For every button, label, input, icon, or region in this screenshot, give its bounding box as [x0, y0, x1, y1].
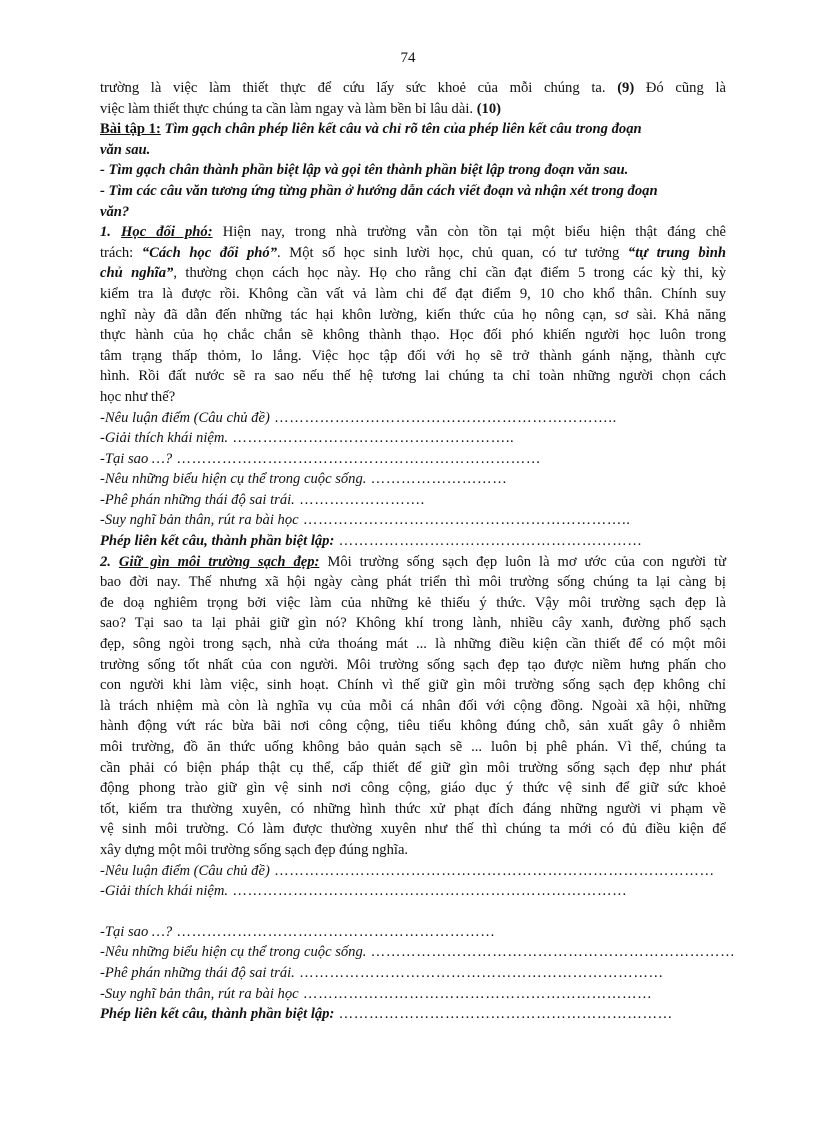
- section1-line-9: học như thế?: [100, 388, 176, 405]
- section2-line-13: tốt, kiểm tra thường xuyên, có những hình thức xử phạt đích đáng những người vi phạm về: [100, 800, 726, 817]
- prompt-line: -Suy nghĩ bản thân, rút ra bài học ……………………………………………………………: [100, 985, 653, 1002]
- fill-in-blank: ………………………………………………………: [172, 923, 496, 940]
- section2-line-9: hành động vứt rác bừa bãi nơi công cộng, tiêu tiểu không đúng chỗ, sản xuất gây ô nhiễm: [100, 718, 726, 735]
- exercise-task-3-cont: văn?: [100, 203, 130, 220]
- exercise-task-1: Bài tập 1: Tìm gạch chân phép liên kết câu và chỉ rõ tên của phép liên kết câu trong đoạn: [100, 121, 642, 138]
- section2-line-5: đẹp, sông ngòi trong sạch, nhà cửa thoáng mát ... là những điều kiện cần thiết để có một môi: [100, 636, 726, 653]
- section2-line-3: đe doạ nghiêm trọng bởi việc làm của những kẻ thiếu ý thức. Vậy môi trường sạch đẹp là: [100, 594, 726, 611]
- intro-line-2: việc làm thiết thực chúng ta cần làm ngay và làm bền bỉ lâu dài. (10): [100, 100, 502, 117]
- fill-in-blank: …………………………………………………………..: [269, 409, 617, 426]
- prompt-line: -Nêu những biểu hiện cụ thể trong cuộc sống. ………………………………………………………………: [100, 944, 736, 961]
- link-prompt-line: Phép liên kết câu, thành phần biệt lập: …………………………………………………………: [100, 1006, 673, 1023]
- section2-line-8: là trách nhiệm mà còn là nghĩa vụ của mỗi cá nhân đối với cộng đồng. Ngoài xã hội, những: [100, 697, 726, 714]
- sentence-number: (9): [617, 80, 635, 96]
- section1-number: 1.: [100, 224, 122, 241]
- section1-line-2: trách: “Cách học đối phó”. Một số học sinh lười học, chủ quan, có tư tưởng “tự trung bình: [100, 244, 726, 261]
- section2-line-14: vệ sinh môi trường. Có làm được thường xuyên như thế thì chúng ta mới có đủ điều kiện để: [100, 821, 726, 838]
- fill-in-blank: ………………………………………………..: [228, 430, 515, 447]
- exercise-label: Bài tập 1:: [100, 121, 161, 138]
- fill-in-blank: ……………………………………………………………………………: [269, 862, 715, 879]
- section2-line-15: xây dựng một môi trường sống sạch đẹp đúng nghĩa.: [100, 841, 409, 858]
- intro-line-1: trường là việc làm thiết thực để cứu lấy sức khoẻ của mỗi chúng ta. (9) Đó cũng là: [100, 80, 726, 96]
- sentence-number: (10): [476, 100, 502, 117]
- section2-line-6: trường sống tốt nhất của con người. Môi trường sống sạch đẹp tạo được niềm hưng phấn cho: [100, 656, 726, 673]
- section2-line-4: sao? Tại sao ta lại phải giữ gìn nó? Không khí trong lành, nhiều cây xanh, đường phố sạch: [100, 615, 726, 632]
- section2-title: Giữ gìn môi trường sạch đẹp:: [118, 553, 320, 570]
- section1-line-6: thực hành của họ chắc chắn sẽ không thành thạo. Học đối phó khiến người học luôn trong: [100, 327, 726, 344]
- prompt-line: -Phê phán những thái độ sai trái. …………………….: [100, 491, 425, 508]
- section2-line-12: động phong trào giữ gìn vệ sinh nơi công cộng, giáo dục ý thức vệ sinh để giữ sức khoẻ: [100, 780, 726, 797]
- fill-in-blank: ………………………………………………………..: [298, 512, 631, 529]
- section1-line-4: kiểm tra là được rồi. Không cần vất vả làm chi để đạt điểm 9, 10 cho khổ thân. Chính suy: [100, 285, 726, 302]
- link-prompt-line: Phép liên kết câu, thành phần biệt lập: ……………………………………………………: [100, 533, 643, 550]
- fill-in-blank: ……………………………………………………………: [298, 985, 653, 1002]
- fill-in-blank: ………………………: [366, 471, 508, 488]
- prompt-line: -Tại sao …? ………………………………………………………: [100, 923, 496, 940]
- prompt-line: -Nêu luận điểm (Câu chủ đề) …………………………………………………………..: [100, 409, 617, 426]
- fill-in-blank: ……………………………………………………………………: [228, 883, 628, 900]
- prompt-line: -Giải thích khái niệm. ………………………………………………..: [100, 430, 515, 447]
- section2-line-1: 2. Giữ gìn môi trường sạch đẹp: Môi trường sống sạch đẹp luôn là mơ ước của con người từ: [100, 553, 726, 570]
- section2-line-7: con người khi làm việc, sinh hoạt. Chính vì thế giữ gìn môi trường sống sạch đẹp không chỉ: [100, 677, 726, 694]
- section1-title: Học đối phó:: [121, 224, 213, 241]
- prompt-line: -Giải thích khái niệm. ……………………………………………………………………: [100, 883, 628, 900]
- exercise-task-1-cont: văn sau.: [100, 141, 151, 158]
- page-number: 74: [400, 50, 416, 66]
- prompt-line: -Nêu luận điểm (Câu chủ đề) ……………………………………………………………………………: [100, 862, 715, 879]
- fill-in-blank: …………………………………………………………: [334, 1006, 673, 1023]
- section2-line-2: bao đời nay. Thế nhưng xã hội ngày càng phát triển thì môi trường sống chúng ta lại càng bị: [100, 574, 726, 591]
- section2-number: 2.: [100, 553, 119, 570]
- fill-in-blank: ……………………………………………………: [334, 533, 643, 550]
- fill-in-blank: ………………………………………………………………: [366, 944, 736, 961]
- section1-line-8: hình. Rồi đất nước sẽ ra sao nếu thế hệ tương lai chúng ta chỉ toàn những người chọn cách: [100, 368, 726, 385]
- prompt-line: -Nêu những biểu hiện cụ thể trong cuộc sống. ………………………: [100, 471, 508, 488]
- exercise-task-2: - Tìm gạch chân thành phần biệt lập và gọi tên thành phần biệt lập trong đoạn văn sau.: [100, 162, 629, 179]
- prompt-line: -Tại sao …? ………………………………………………………………: [100, 450, 542, 467]
- prompt-line: -Phê phán những thái độ sai trái. ………………………………………………………………: [100, 964, 664, 981]
- fill-in-blank: ………………………………………………………………: [294, 964, 664, 981]
- blank-gap: [100, 902, 726, 922]
- section1-line-5: nghĩ này đã dẫn đến những tác hại khôn lường, kiến thức của họ nông cạn, sơ sài. Khả năng: [100, 306, 726, 323]
- section1-line-7: tâm trạng thấp thỏm, lo lắng. Việc học tập đối với họ sẽ trở thành gánh nặng, thành cực: [100, 347, 726, 364]
- prompt-line: -Suy nghĩ bản thân, rút ra bài học ………………………………………………………..: [100, 512, 631, 529]
- fill-in-blank: …………………….: [294, 491, 425, 508]
- section1-line-1: 1. Học đối phó: Hiện nay, trong nhà trường vẫn còn tồn tại một biểu hiện thật đáng chê: [100, 224, 726, 241]
- section2-line-10: môi trường, đồ ăn thức uống không bảo quản sạch sẽ ... luôn bị phê phán. Vì thế, chúng ta: [100, 739, 726, 755]
- fill-in-blank: ………………………………………………………………: [172, 450, 542, 467]
- document-body: [100, 78, 736, 1025]
- exercise-task-3: - Tìm các câu văn tương ứng từng phần ở hướng dẫn cách viết đoạn và nhận xét trong đoạn: [100, 182, 658, 199]
- section2-line-11: cần phải có biện pháp thật cụ thể, cấp thiết để giữ gìn môi trường sống sạch đẹp như phát: [100, 759, 726, 776]
- section1-line-3: chủ nghĩa”, thường chọn cách học này. Họ cho rằng chỉ cần đạt điểm 5 trong các kỳ thi, kỳ: [100, 265, 726, 282]
